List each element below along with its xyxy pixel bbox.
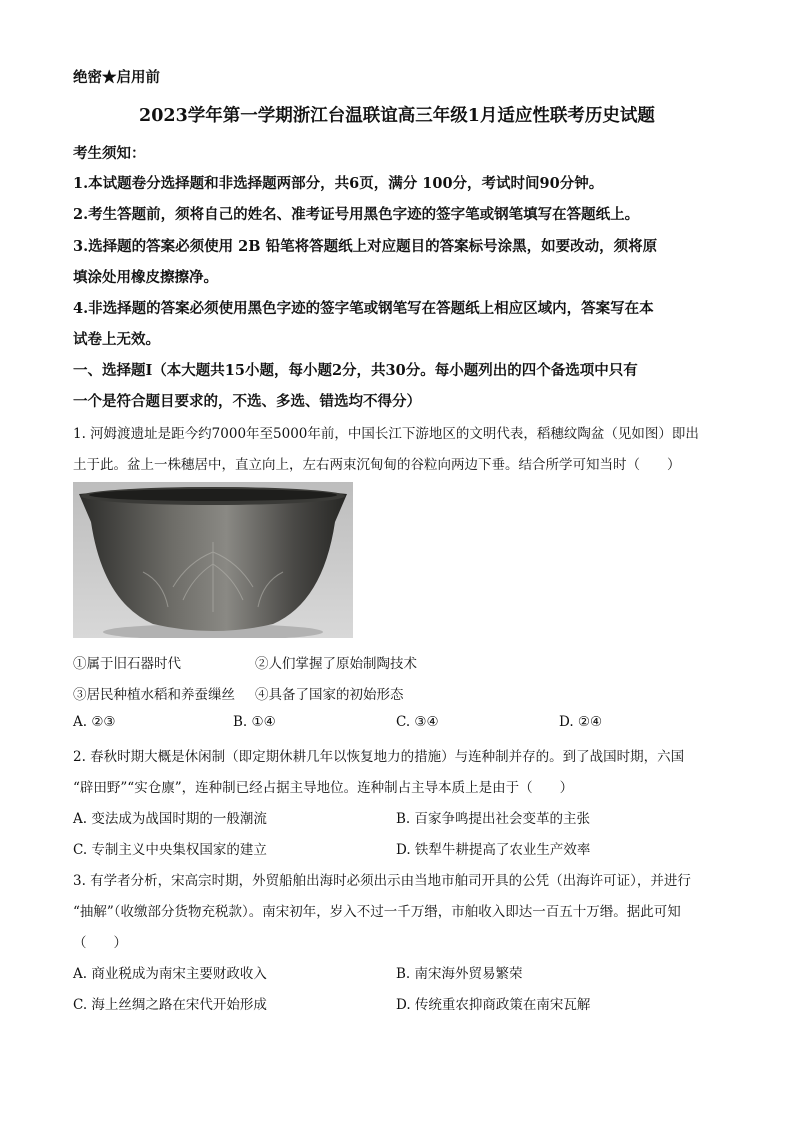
q3-option-c[interactable]: C. 海上丝绸之路在宋代开始形成 — [73, 997, 267, 1013]
confidential-mark: 绝密★启用前 — [73, 69, 160, 86]
q1-option-d[interactable]: D. ②④ — [559, 714, 603, 730]
instruction-line: 3.选择题的答案必须使用 2B 铅笔将答题纸上对应题目的答案标号涂黑，如要改动，须将原 — [73, 238, 658, 255]
instruction-line: 2.考生答题前，须将自己的姓名、准考证号用黑色字迹的签字笔或钢笔填写在答题纸上。 — [73, 206, 640, 223]
question-2-stem: 2. 春秋时期大概是休闲制（即定期休耕几年以恢复地力的措施）与连种制并存的。到了战国时期，六国 — [73, 749, 685, 765]
q2-option-a[interactable]: A. 变法成为战国时期的一般潮流 — [73, 811, 267, 827]
question-2-stem: “辟田野”“实仓廪”，连种制已经占据主导地位。连种制占主导本质上是由于（ ） — [73, 780, 574, 796]
section-heading: 一个是符合题目要求的，不选、多选、错选均不得分） — [73, 393, 421, 410]
instruction-line: 填涂处用橡皮擦擦净。 — [73, 269, 218, 286]
instruction-line: 试卷上无效。 — [73, 331, 160, 348]
q2-option-c[interactable]: C. 专制主义中央集权国家的建立 — [73, 842, 267, 858]
question-1-stem: 1. 河姆渡遗址是距今约7000年至5000年前，中国长江下游地区的文明代表，稻穗纹陶盆（见如图）即出 — [73, 426, 699, 442]
q1-option-b[interactable]: B. ①④ — [233, 714, 276, 730]
question-3-stem: （ ） — [73, 935, 127, 951]
instruction-line: 4.非选择题的答案必须使用黑色字迹的签字笔或钢笔写在答题纸上相应区域内，答案写在本 — [73, 300, 654, 317]
q1-option-a[interactable]: A. ②③ — [73, 714, 116, 730]
question-1-stem: 土于此。盆上一株穗居中，直立向上，左右两束沉甸甸的谷粒向两边下垂。结合所学可知当时（ ） — [73, 457, 681, 473]
question-3-stem: “抽解”（收缴部分货物充税款）。南宋初年，岁入不过一千万缗，市舶收入即达一百五十万缗。据此可知 — [73, 904, 681, 920]
q3-option-d[interactable]: D. 传统重农抑商政策在南宋瓦解 — [396, 997, 591, 1013]
statement-1: ①属于旧石器时代 — [73, 656, 181, 672]
section-heading: 一、选择题Ⅰ（本大题共15小题，每小题2分，共30分。每小题列出的四个备选项中只有 — [73, 362, 638, 379]
statement-4: ④具备了国家的初始形态 — [255, 687, 404, 703]
instruction-line: 1.本试题卷分选择题和非选择题两部分，共6页，满分 100分，考试时间90分钟。 — [73, 175, 604, 192]
q3-option-b[interactable]: B. 南宋海外贸易繁荣 — [396, 966, 523, 982]
question-3-stem: 3. 有学者分析，宋高宗时期，外贸船舶出海时必须出示由当地市舶司开具的公凭（出海许可证），并进行 — [73, 873, 691, 889]
q3-option-a[interactable]: A. 商业税成为南宋主要财政收入 — [73, 966, 267, 982]
q2-option-b[interactable]: B. 百家争鸣提出社会变革的主张 — [396, 811, 591, 827]
statement-3: ③居民种植水稻和养蚕缫丝 — [73, 687, 235, 703]
q2-option-d[interactable]: D. 铁犁牛耕提高了农业生产效率 — [396, 842, 591, 858]
instructions-heading: 考生须知： — [73, 145, 146, 162]
exam-title: 2023学年第一学期浙江台温联谊高三年级1月适应性联考历史试题 — [139, 106, 655, 126]
pottery-bowl-image — [73, 482, 353, 638]
statement-2: ②人们掌握了原始制陶技术 — [255, 656, 417, 672]
q1-option-c[interactable]: C. ③④ — [396, 714, 439, 730]
